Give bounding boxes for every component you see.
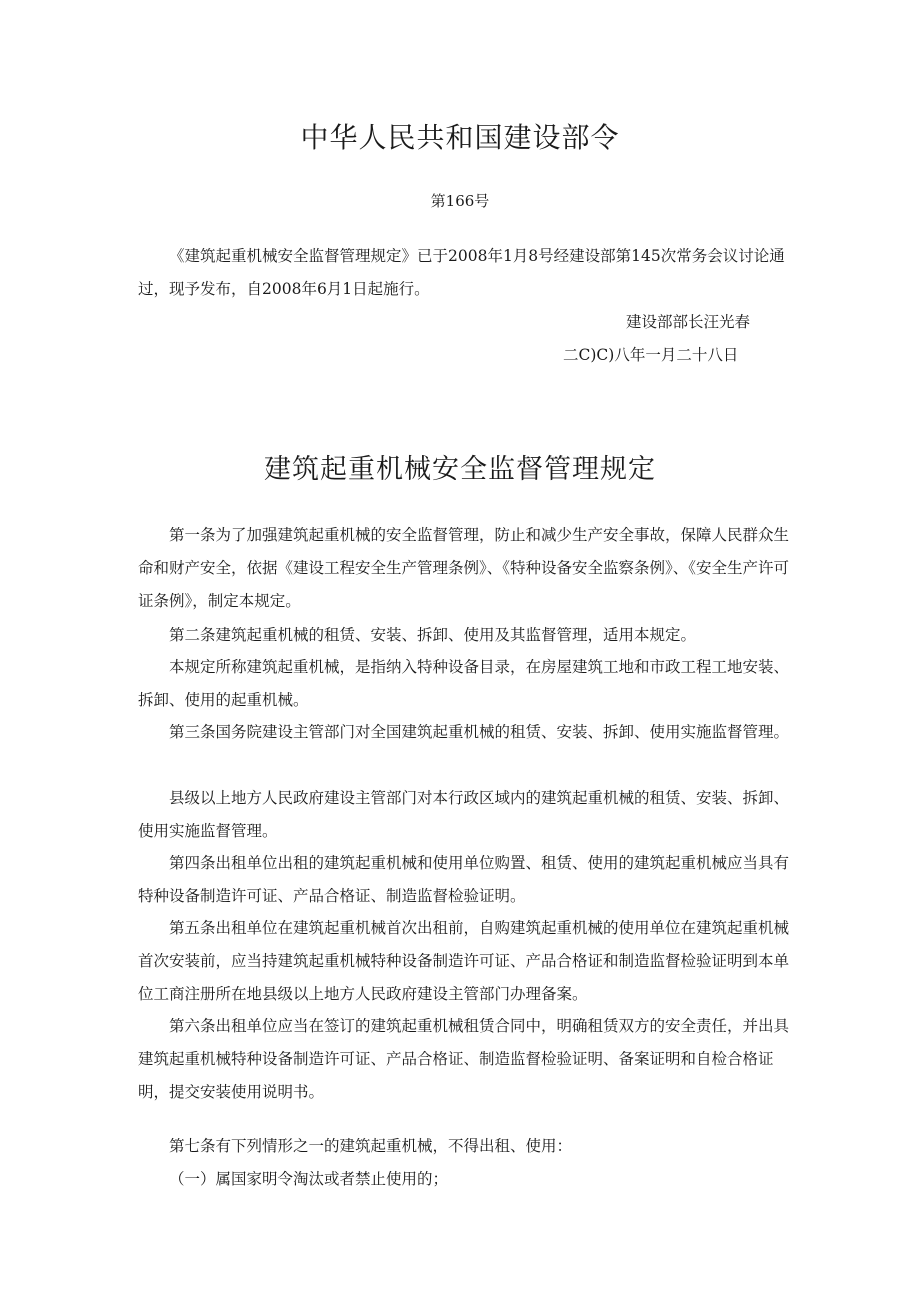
article-7: 第七条有下列情形之一的建筑起重机械，不得出租、使用： [169, 1137, 573, 1155]
article-3-local: 县级以上地方人民政府建设主管部门对本行政区域内的建筑起重机械的租赁、安装、拆卸、使用实施监督管理。 [138, 789, 790, 840]
signing-date: 二C)C)八年一月二十八日 [563, 346, 739, 364]
regulation-title: 建筑起重机械安全监督管理规定 [264, 454, 656, 485]
signatory: 建设部部长汪光春 [626, 313, 751, 331]
article-6: 第六条出租单位应当在签订的建筑起重机械租赁合同中，明确租赁双方的安全责任，并出具建筑起重机械特种设备制造许可证、产品合格证、制造监督检验证明、备案证明和自检合格证明，提交安装使用说明书。 [138, 1017, 790, 1101]
article-1: 第一条为了加强建筑起重机械的安全监督管理，防止和减少生产安全事故，保障人民群众生命和财产安全，依据《建设工程安全生产管理条例》、《特种设备安全监察条例》、《安全生产许可证条例》，制定本规定。 [138, 526, 790, 610]
article-3: 第三条国务院建设主管部门对全国建筑起重机械的租赁、安装、拆卸、使用实施监督管理。 [169, 723, 790, 741]
article-2-definition: 本规定所称建筑起重机械，是指纳入特种设备目录，在房屋建筑工地和市政工程工地安装、拆卸、使用的起重机械。 [138, 658, 790, 709]
article-7-item-1: （一）属国家明令淘汰或者禁止使用的； [169, 1170, 449, 1188]
order-title: 中华人民共和国建设部令 [300, 121, 620, 154]
article-2: 第二条建筑起重机械的租赁、安装、拆卸、使用及其监督管理，适用本规定。 [169, 626, 697, 644]
order-number: 第166号 [430, 192, 490, 210]
article-5: 第五条出租单位在建筑起重机械首次出租前，自购建筑起重机械的使用单位在建筑起重机械首次安装前，应当持建筑起重机械特种设备制造许可证、产品合格证和制造监督检验证明到本单位工商注册所在地县级以上地方人民政府建设主管部门办理备案。 [138, 919, 790, 1003]
order-body: 《建筑起重机械安全监督管理规定》已于2008年1月8号经建设部第145次常务会议讨论通过，现予发布，自2008年6月1日起施行。 [138, 247, 785, 298]
article-4: 第四条出租单位出租的建筑起重机械和使用单位购置、租赁、使用的建筑起重机械应当具有特种设备制造许可证、产品合格证、制造监督检验证明。 [138, 854, 790, 905]
